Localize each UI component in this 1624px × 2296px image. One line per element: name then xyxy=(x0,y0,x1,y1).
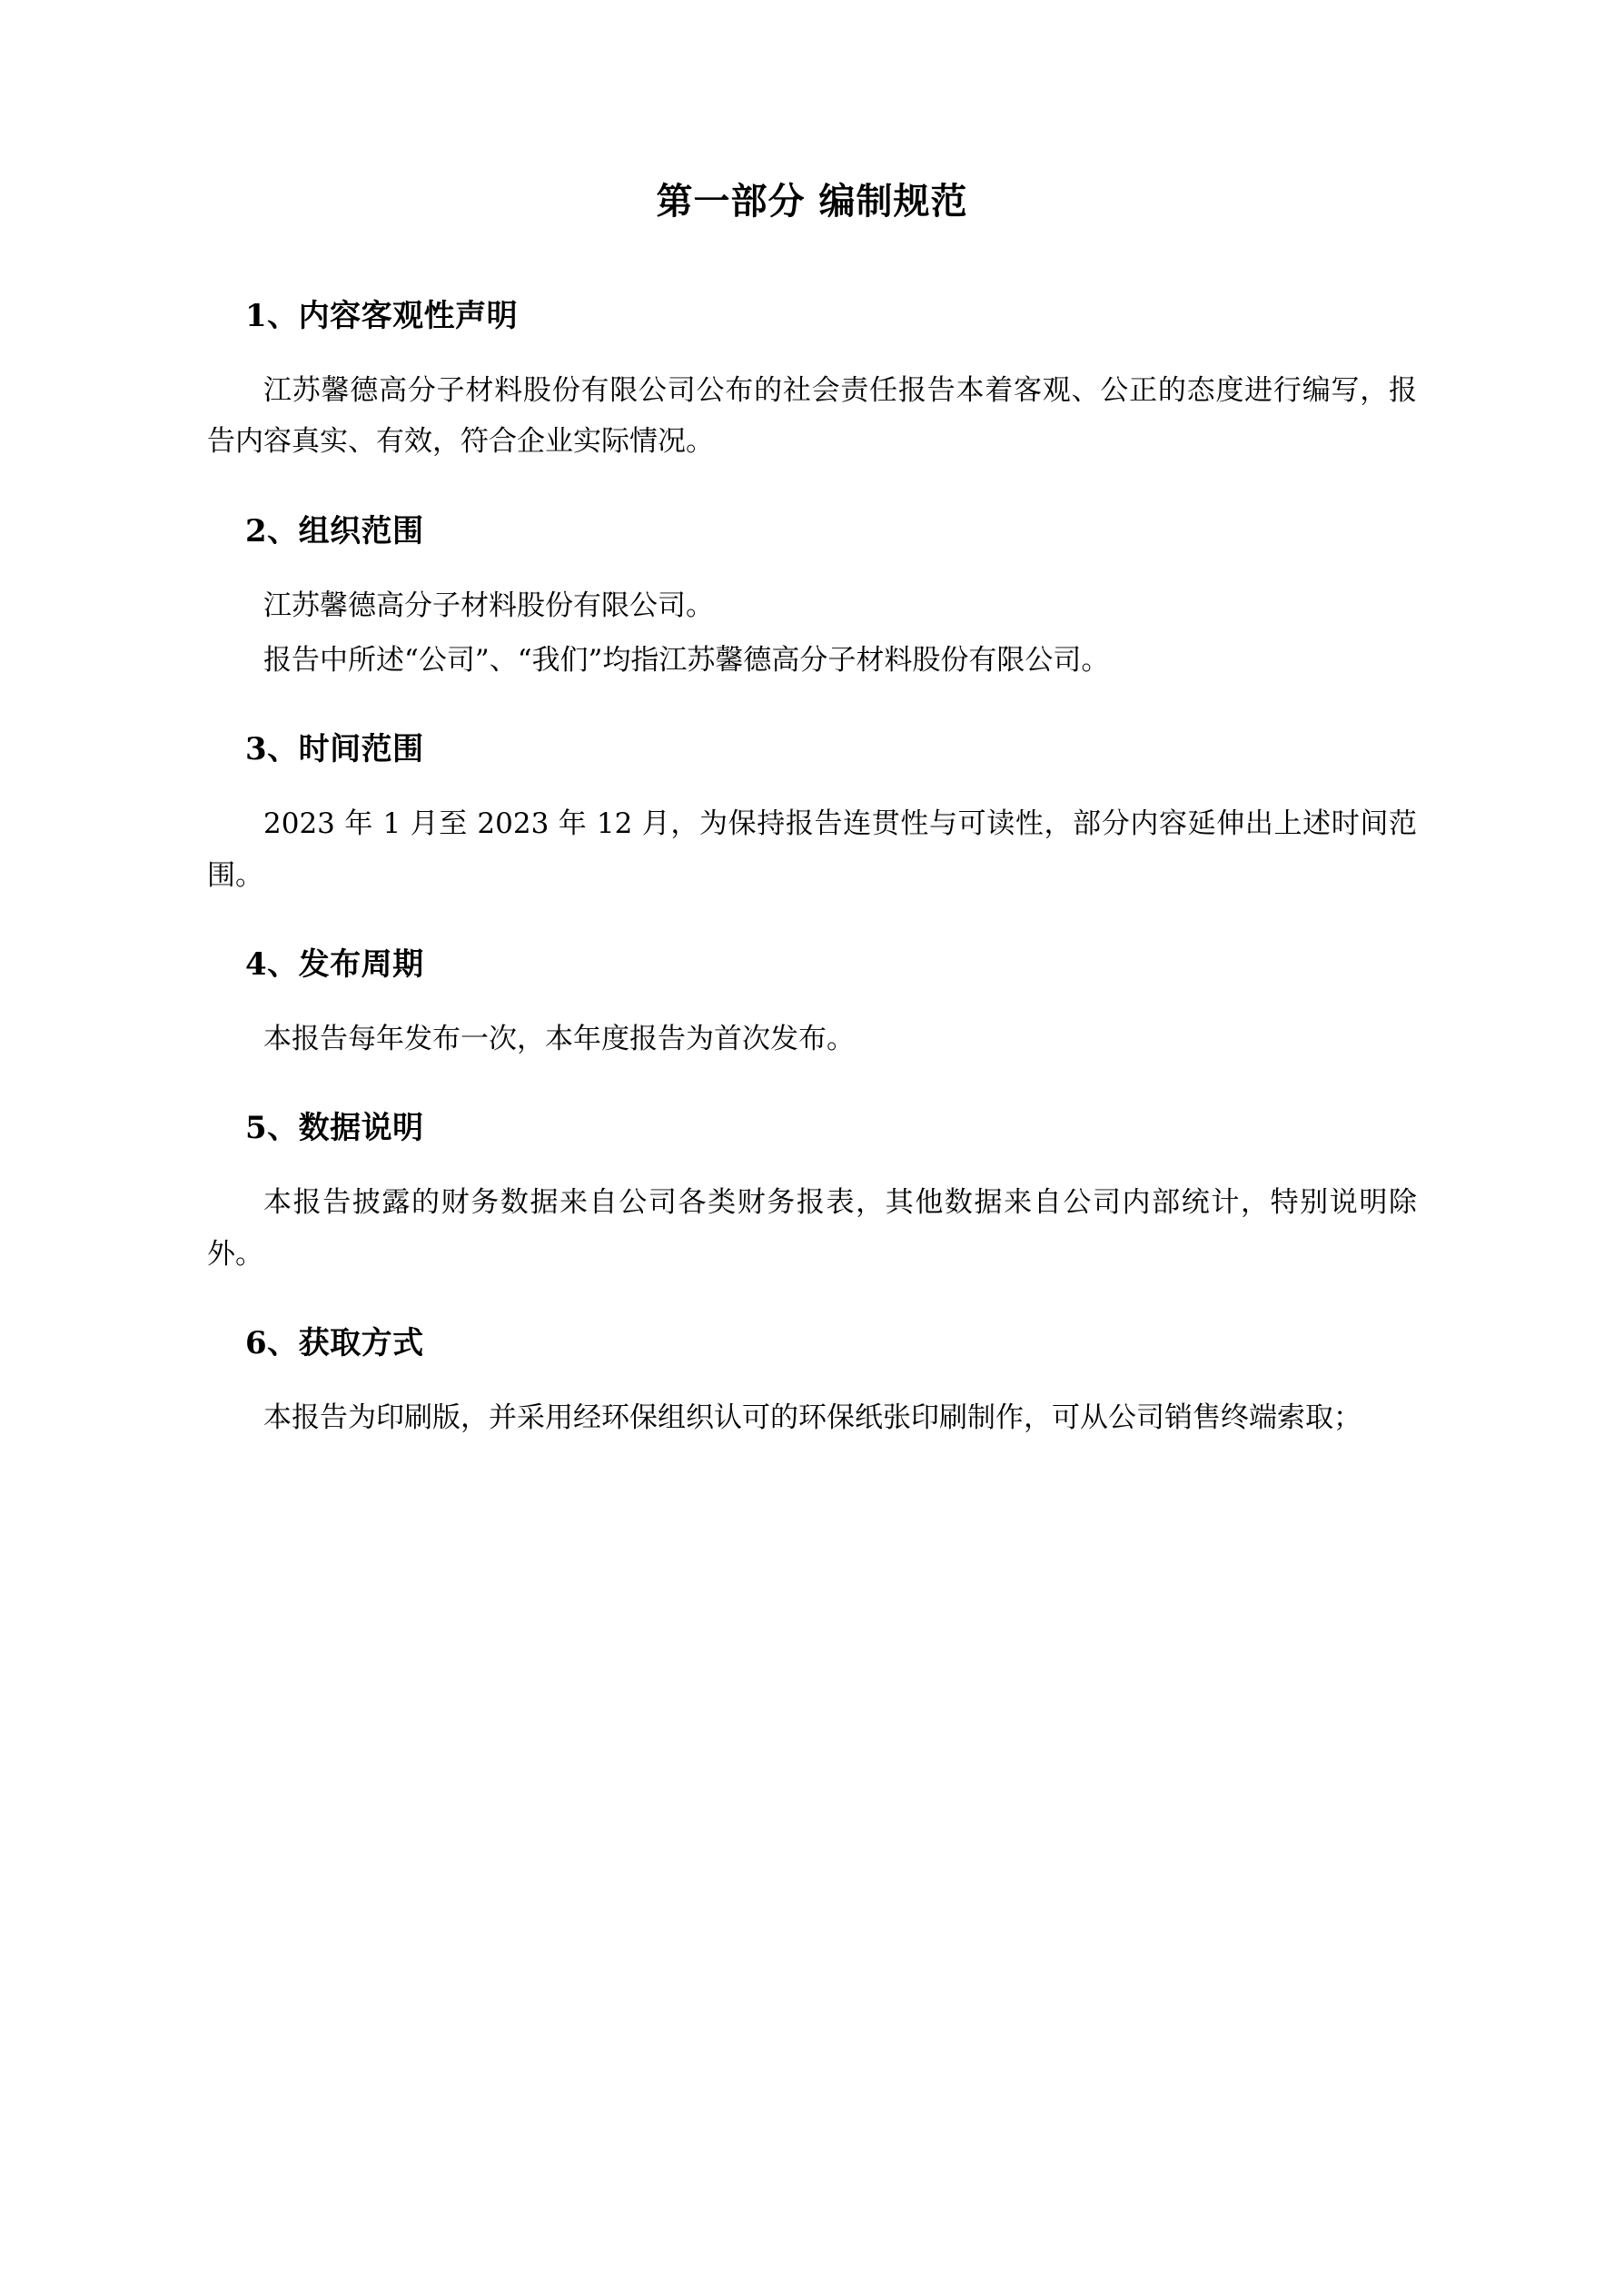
section-paragraph: 本报告每年发布一次，本年度报告为首次发布。 xyxy=(263,1023,855,1055)
section-heading: 6、获取方式 xyxy=(245,1325,424,1362)
section-organization-scope xyxy=(207,511,1417,687)
document-content xyxy=(207,178,1417,1450)
section-paragraph: 本报告为印刷版，并采用经环保组织认可的环保纸张印刷制作，可从公司销售终端索取； xyxy=(263,1401,1362,1434)
section-data-note xyxy=(207,1108,1417,1280)
section-time-range xyxy=(207,729,1417,901)
page-title: 第一部分 编制规范 xyxy=(656,180,968,223)
section-publish-cycle xyxy=(207,945,1417,1064)
section-heading: 5、数据说明 xyxy=(245,1110,424,1147)
section-paragraph: 江苏馨德高分子材料股份有限公司。 xyxy=(263,589,714,622)
section-heading: 4、发布周期 xyxy=(245,946,424,984)
section-paragraph: 江苏馨德高分子材料股份有限公司公布的社会责任报告本着客观、公正的态度进行编写，报告内容真实、有效，符合企业实际情况。 xyxy=(207,373,1417,459)
section-paragraph: 报告中所述“公司”、“我们”均指江苏馨德高分子材料股份有限公司。 xyxy=(263,644,1110,677)
section-access-method xyxy=(207,1323,1417,1443)
section-content-objectivity xyxy=(207,296,1417,468)
section-paragraph: 本报告披露的财务数据来自公司各类财务报表，其他数据来自公司内部统计，特别说明除外。 xyxy=(207,1186,1417,1271)
section-heading: 1、内容客观性声明 xyxy=(245,298,519,334)
section-paragraph: 2023 年 1 月至 2023 年 12 月，为保持报告连贯性与可读性，部分内容延伸出上述时间范围。 xyxy=(207,807,1417,892)
section-heading: 3、时间范围 xyxy=(245,731,424,768)
section-heading: 2、组织范围 xyxy=(245,512,424,549)
